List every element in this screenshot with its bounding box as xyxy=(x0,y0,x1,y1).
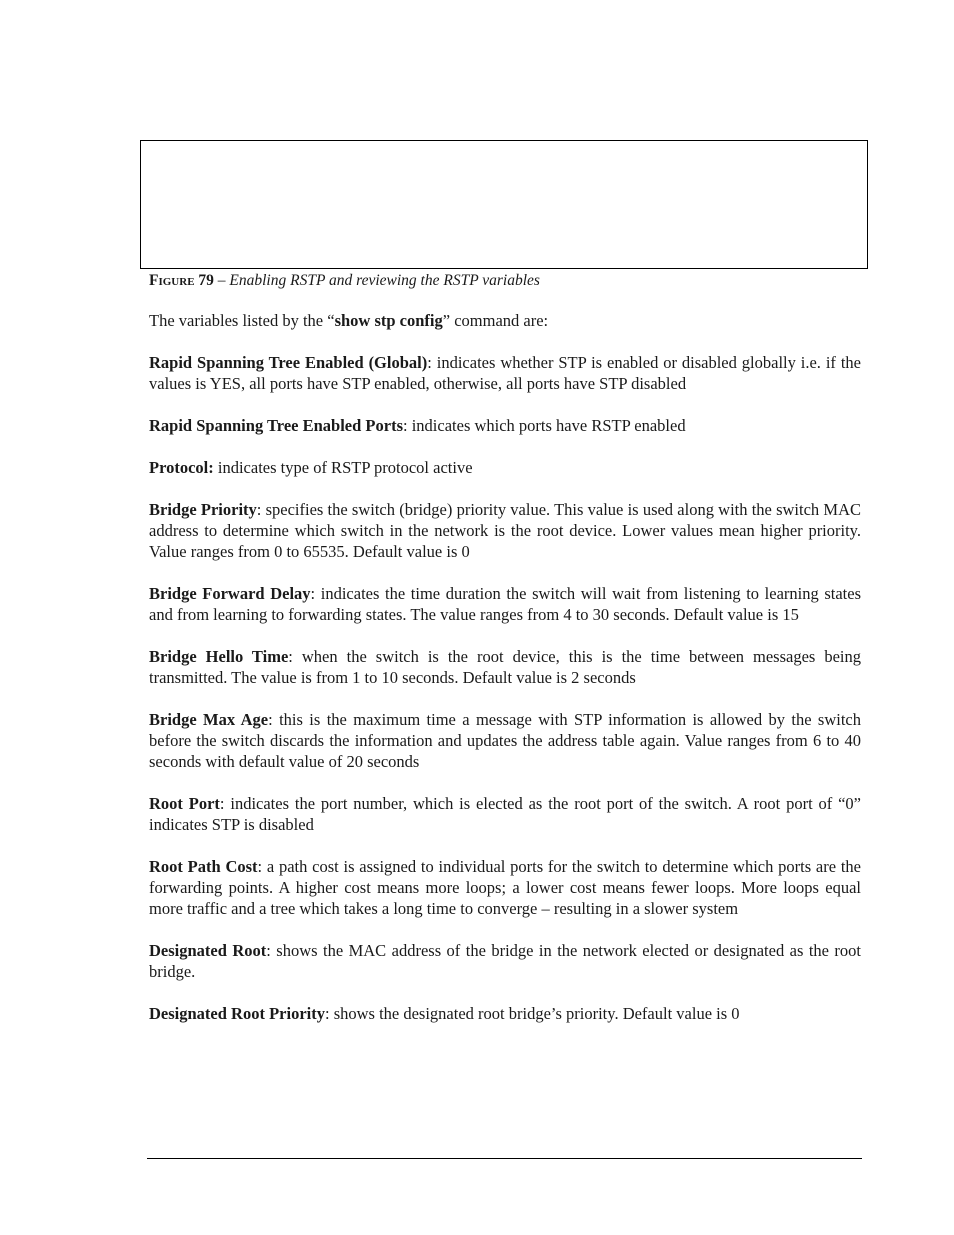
definition-text: indicates which ports have RSTP enabled xyxy=(407,416,686,435)
definition-term: Bridge Priority xyxy=(149,500,257,519)
figure-79-image-frame xyxy=(140,140,868,269)
footer-divider xyxy=(147,1158,862,1159)
definition-bridge-priority xyxy=(149,499,861,562)
figure-caption xyxy=(149,270,540,291)
definition-sep: : xyxy=(427,353,432,372)
definition-term: Designated Root xyxy=(149,941,267,960)
intro-before: The variables listed by the “ xyxy=(149,311,335,330)
definition-bridge-max-age xyxy=(149,709,861,772)
definition-term: Bridge Hello Time xyxy=(149,647,289,666)
definition-global-enabled xyxy=(149,352,861,394)
definition-root-path-cost xyxy=(149,856,861,919)
definition-sep: : xyxy=(288,647,293,666)
definition-enabled-ports xyxy=(149,415,861,436)
definition-protocol xyxy=(149,457,861,478)
definition-sep: : xyxy=(266,941,271,960)
definition-text: when the switch is the root device, this is the time between messages being transmitted. The value is from 1 to 10 seconds. Default value is 2 seconds xyxy=(149,647,861,687)
definition-sep: : xyxy=(403,416,408,435)
definition-text: indicates the port number, which is elected as the root port of the switch. A root port of “0” indicates STP is disabled xyxy=(149,794,862,834)
definition-text: indicates whether STP is enabled or disabled globally i.e. if the values is YES, all ports have STP enabled, otherwise, all ports have STP disabled xyxy=(149,353,861,393)
definition-root-port xyxy=(149,793,861,835)
definition-term: Rapid Spanning Tree Enabled (Global) xyxy=(149,353,428,372)
definition-text: shows the MAC address of the bridge in the network elected or designated as the root bridge. xyxy=(149,941,861,981)
definition-term: Root Path Cost xyxy=(149,857,258,876)
definition-sep: : xyxy=(257,857,263,876)
definition-sep: : xyxy=(219,794,225,813)
intro-after: ” command are: xyxy=(442,311,549,330)
figure-caption-text: Enabling RSTP and reviewing the RSTP variables xyxy=(229,272,540,289)
definition-text: a path cost is assigned to individual ports for the switch to determine which ports are the forwarding points. A higher cost means more loops; a lower cost means fewer loops. More loops equal more traffic and a tree which takes a long time to converge – resulting in a slower system xyxy=(149,857,861,918)
definition-text: indicates type of RSTP protocol active xyxy=(213,458,473,477)
command-name: show stp config xyxy=(334,311,443,330)
definition-sep: : xyxy=(310,584,316,603)
definition-text: indicates the time duration the switch will wait from listening to learning states and from learning to forwarding states. The value ranges from 4 to 30 seconds. Default value is 15 xyxy=(149,584,862,624)
definition-term: Designated Root Priority xyxy=(149,1004,325,1023)
definition-text: shows the designated root bridge’s priority. Default value is 0 xyxy=(329,1004,740,1023)
definition-term: Protocol: xyxy=(149,458,214,477)
intro-paragraph xyxy=(149,310,861,331)
definition-term: Bridge Max Age xyxy=(149,710,269,729)
definition-term: Rapid Spanning Tree Enabled Ports xyxy=(149,416,403,435)
definition-term: Root Port xyxy=(149,794,220,813)
definition-term: Bridge Forward Delay xyxy=(149,584,311,603)
definition-sep: : xyxy=(256,500,262,519)
definition-text: this is the maximum time a message with STP information is allowed by the switch before the switch discards the information and updates the address table again. Value ranges from 6 to 40 seconds with default value of 20 seconds xyxy=(149,710,861,771)
document-body xyxy=(149,310,861,1045)
figure-caption-dash: – xyxy=(213,272,230,289)
definition-bridge-hello-time xyxy=(149,646,861,688)
definition-sep: : xyxy=(324,1004,330,1023)
definition-designated-root xyxy=(149,940,861,982)
definition-bridge-forward-delay xyxy=(149,583,861,625)
definition-sep: : xyxy=(268,710,273,729)
definition-designated-root-priority xyxy=(149,1003,861,1024)
figure-label: Figure 79 xyxy=(149,272,214,289)
definition-text: specifies the switch (bridge) priority value. This value is used along with the switch MAC address to determine which switch in the network is the root device. Lower values mean higher priority. Value ranges from 0 to 65535. Default value is 0 xyxy=(149,500,861,561)
